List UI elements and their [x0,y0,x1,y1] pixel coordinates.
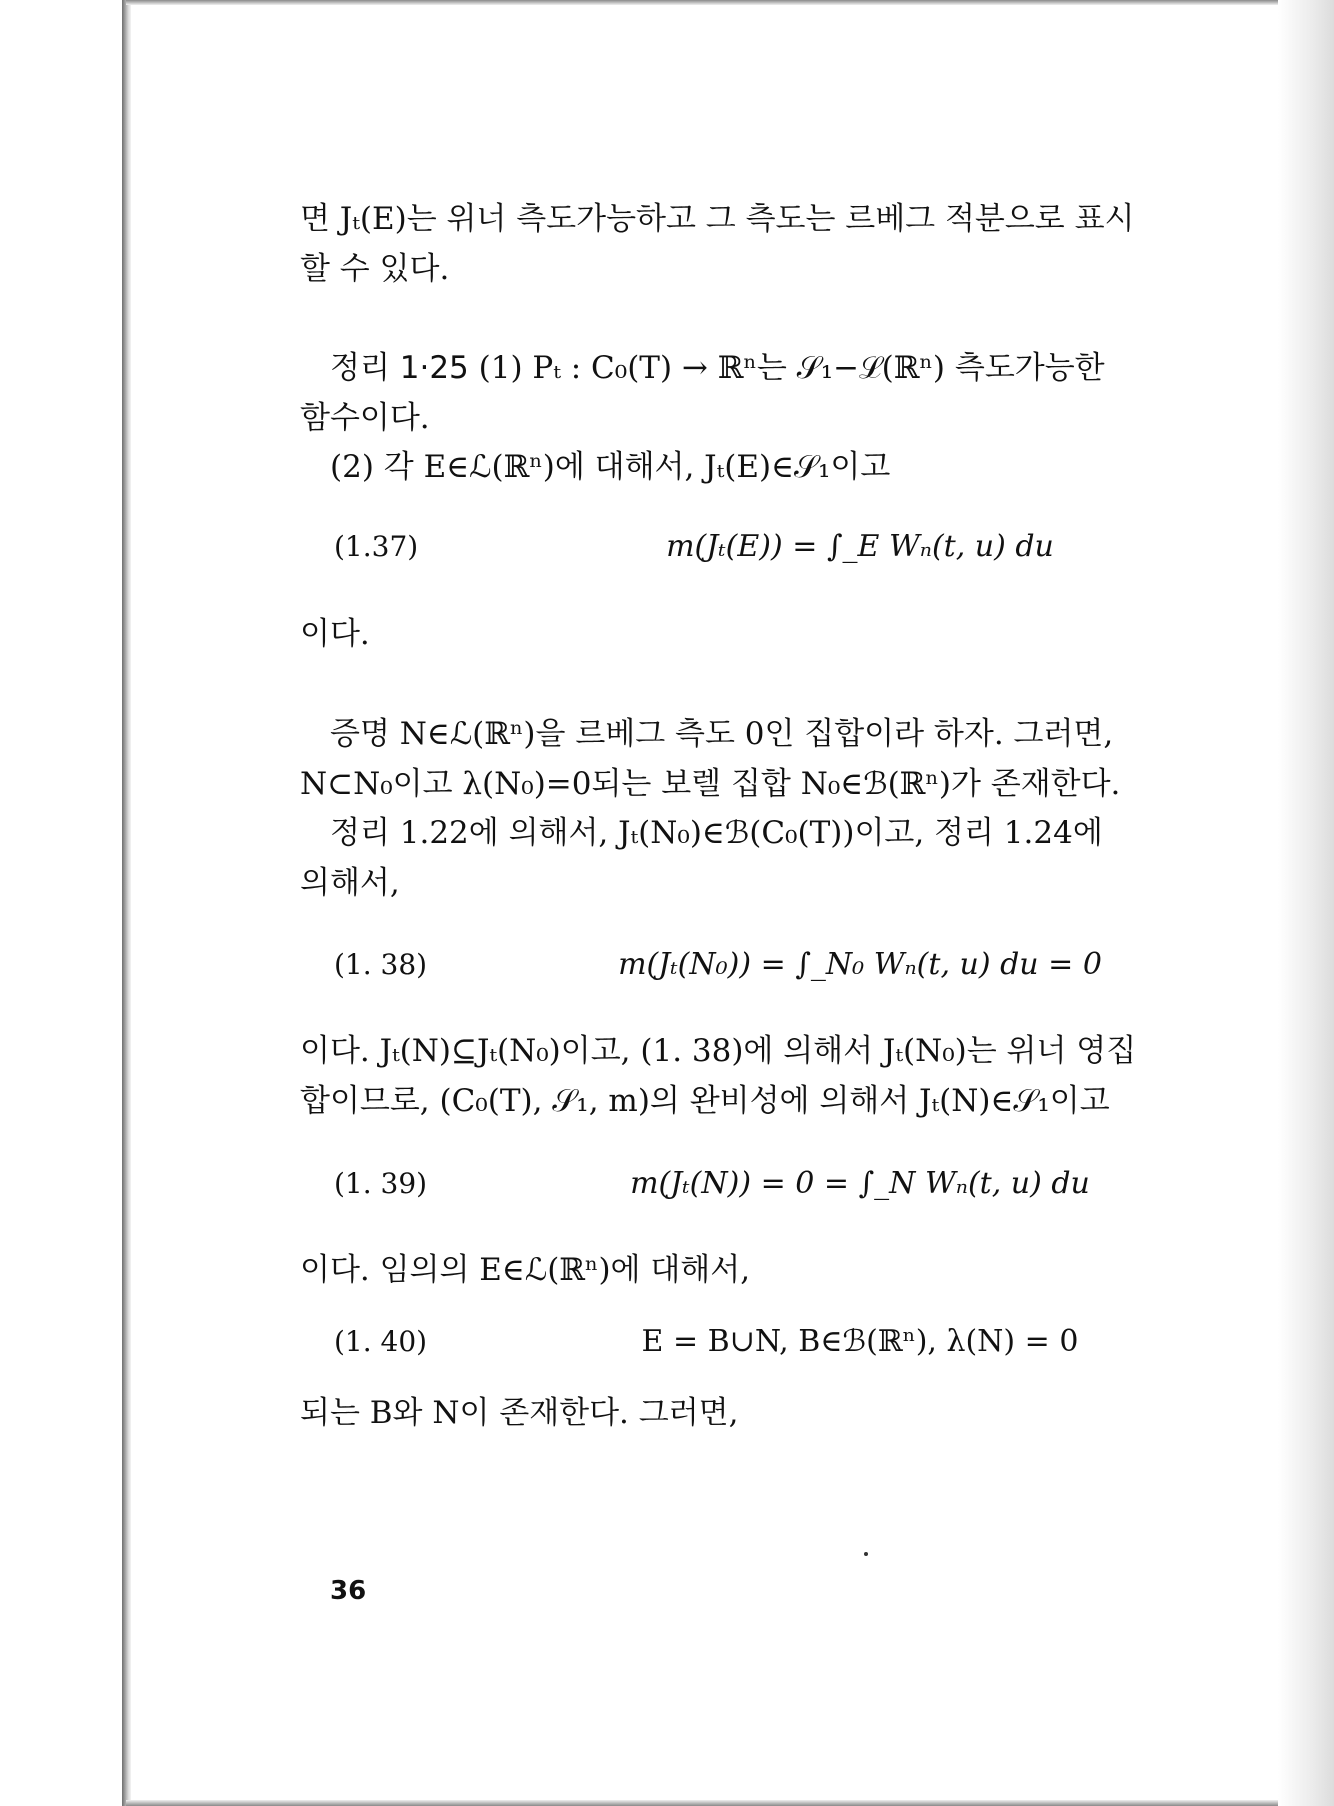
proof-line [330,714,1230,754]
proof-text: N∈ℒ(ℝⁿ)을 르베그 측도 0인 집합이라 하자. 그러면, [399,716,1114,752]
page-left-edge [122,0,131,1806]
text-line: 함수이다. [300,400,430,436]
text-line: 면 Jₜ(E)는 위너 측도가능하고 그 측도는 르베그 적분으로 표시 [300,201,1135,237]
text-line: 의해서, [300,865,400,901]
equation-number: (1. 38) [334,948,428,981]
proof-label: 증명 [330,716,390,752]
equation-1-40: E = B∪N, B∈ℬ(ℝⁿ), λ(N) = 0 [641,1324,1079,1359]
text-line: 합이므로, (C₀(T), 𝒮₁, m)의 완비성에 의해서 Jₜ(N)∈𝒮₁이고 [300,1083,1110,1119]
text-line: 이다. 임의의 E∈ℒ(ℝⁿ)에 대해서, [300,1252,751,1288]
equation-number: (1.37) [334,530,419,563]
text-line: 할 수 있다. [300,251,450,287]
print-speck [864,1552,868,1556]
text-line: 되는 B와 N이 존재한다. 그러면, [300,1395,739,1431]
equation-1-37: m(Jₜ(E)) = ∫_E Wₙ(t, u) du [666,529,1054,564]
page-number: 36 [330,1576,367,1606]
text-line: 이다. Jₜ(N)⊆Jₜ(N₀)이고, (1. 38)에 의해서 Jₜ(N₀)는 위너 영집 [300,1033,1137,1069]
page-right-shadow [1278,0,1334,1806]
text-line: N⊂N₀이고 λ(N₀)=0되는 보렐 집합 N₀∈ℬ(ℝⁿ)가 존재한다. [300,766,1121,802]
text-line: 이다. [300,616,370,652]
equation-1-38: m(Jₜ(N₀)) = ∫_N₀ Wₙ(t, u) du = 0 [618,947,1102,982]
theorem-label: 정리 1·25 [330,350,469,386]
page-bottom-edge [126,1800,1334,1806]
theorem-statement-1: (1) Pₜ : C₀(T) → ℝⁿ는 𝒮₁−ℒ(ℝⁿ) 측도가능한 [478,350,1105,386]
equation-1-39: m(Jₜ(N)) = 0 = ∫_N Wₙ(t, u) du [630,1166,1090,1201]
theorem-statement-2: (2) 각 E∈ℒ(ℝⁿ)에 대해서, Jₜ(E)∈𝒮₁이고 [330,449,891,485]
equation-number: (1. 40) [334,1325,428,1358]
theorem-line [330,348,1230,388]
text-line: 정리 1.22에 의해서, Jₜ(N₀)∈ℬ(C₀(T))이고, 정리 1.24에 [330,815,1103,851]
equation-number: (1. 39) [334,1167,428,1200]
